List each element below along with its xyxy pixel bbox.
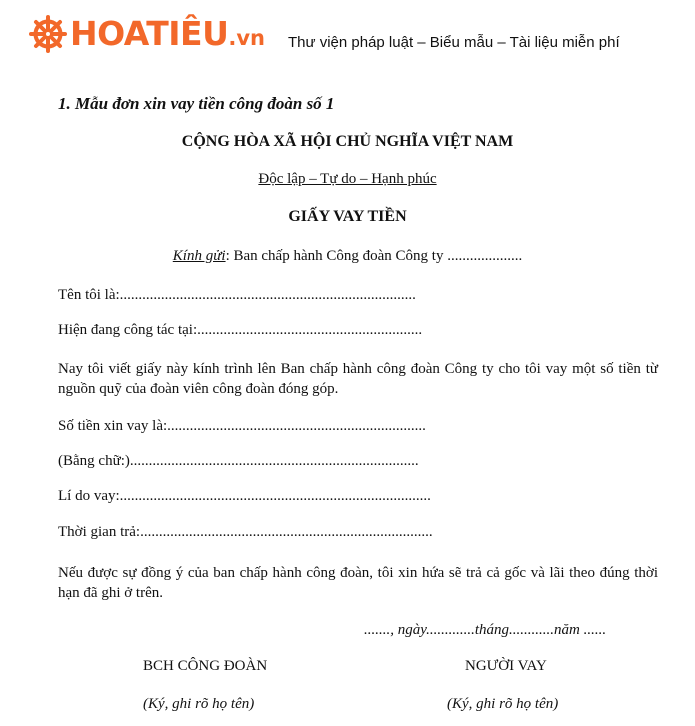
field-repay-time: Thời gian trả:.............................................................................. — [58, 524, 433, 540]
addressee-text: : Ban chấp hành Công đoàn Công ty .................... — [225, 248, 523, 264]
field-workplace: Hiện đang công tác tại:............................................................ — [58, 322, 423, 338]
signer-left-title: BCH CÔNG ĐOÀN — [143, 658, 268, 674]
nation-name: CỘNG HÒA XÃ HỘI CHỦ NGHĨA VIỆT NAM — [181, 133, 514, 150]
field-reason: Lí do vay:................................................................................... — [58, 488, 431, 504]
date-line: ......., ngày.............tháng............năm ...... — [364, 622, 607, 638]
document-heading: 1. Mẫu đơn xin vay tiền công đoàn số 1 — [58, 94, 335, 113]
signer-right-note: (Ký, ghi rõ họ tên) — [447, 696, 559, 712]
signer-right-title: NGƯỜI VAY — [465, 658, 547, 674]
addressee-label: Kính gửi — [172, 248, 226, 264]
national-motto — [0, 171, 695, 188]
pledge-paragraph: Nếu được sự đồng ý của ban chấp hành công đoàn, tôi xin hứa sẽ trả cả gốc và lãi theo đúng thời hạn đã ghi ở trên. — [58, 565, 658, 601]
brand-name[interactable] — [70, 14, 265, 53]
signer-left-note: (Ký, ghi rõ họ tên) — [143, 696, 255, 712]
form-title: GIẤY VAY TIỀN — [288, 208, 407, 225]
addressee-line — [0, 248, 695, 265]
request-paragraph: Nay tôi viết giấy này kính trình lên Ban chấp hành công đoàn Công ty cho tôi vay một số tiền từ nguồn quỹ của đoàn viên công đoàn đóng góp. — [58, 361, 658, 397]
field-name: Tên tôi là:............................................................................... — [58, 287, 416, 303]
motto-text: Độc lập – Tự do – Hạnh phúc — [258, 171, 437, 187]
field-amount: Số tiền xin vay là:..................................................................... — [58, 418, 426, 434]
brand-text: HOATIÊU — [70, 14, 229, 53]
brand-suffix: .vn — [228, 26, 266, 50]
field-amount-words: (Bằng chữ:)............................................................................. — [58, 453, 419, 469]
site-tagline: Thư viện pháp luật – Biểu mẫu – Tài liệu miễn phí — [288, 34, 620, 51]
ship-wheel-icon — [28, 14, 68, 54]
